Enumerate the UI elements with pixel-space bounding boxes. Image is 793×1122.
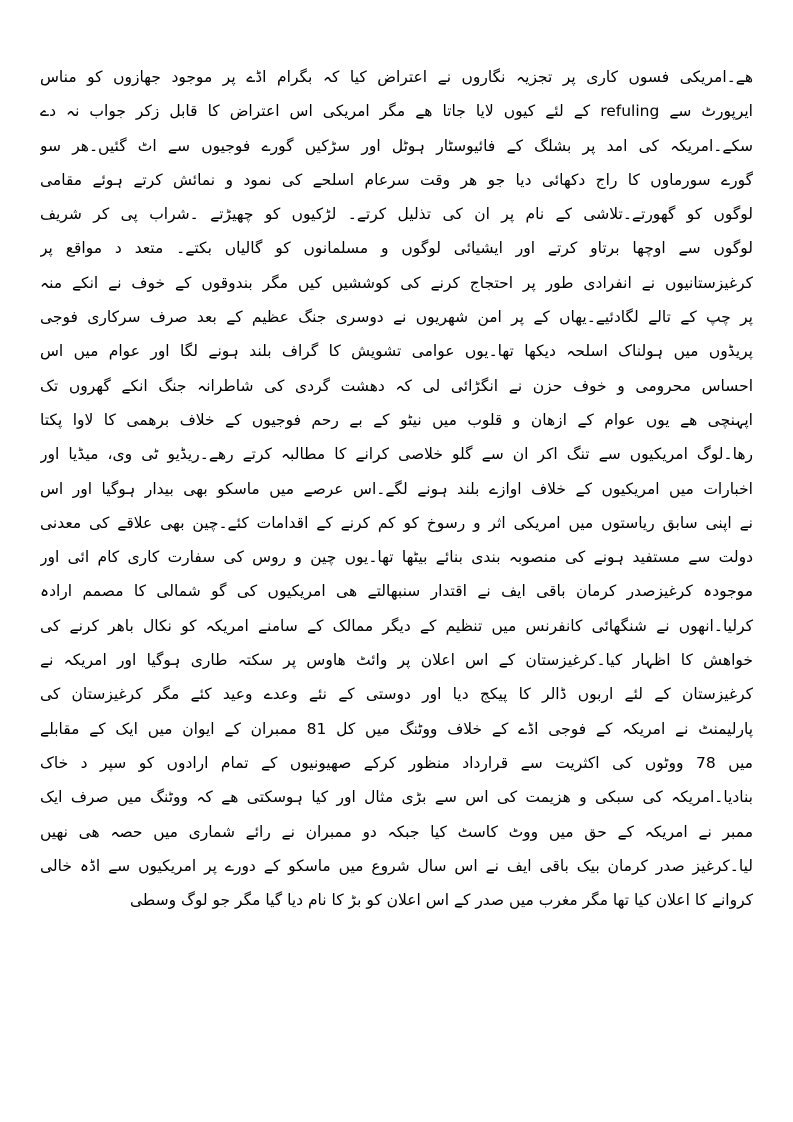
text-line: کرلیا۔انھوں نے شنگھائی کانفرنس میں تنظیم کے دیگر ممالک کے سامنے امریکہ کو نکال باھر کرنے کی: [40, 616, 753, 635]
text-line: ھے۔امریکی فسوں کاری پر تجزیہ نگاروں نے اعتراض کیا کہ بگرام اڈے پر موجود جھازوں کو مناس: [40, 68, 753, 86]
text-line: اخبارات میں امریکیوں کے خلاف اوازے بلند ہونے لگے۔اس عرصے میں ماسکو بھی بیدار ہوگیا اور اس: [40, 479, 753, 498]
urdu-text-body: [40, 60, 753, 917]
text-line: لیا۔کرغیز صدر کرمان بیک باقی ایف نے اس سال شروع میں ماسکو کے دورے پر امریکیوں سے اڈہ خالی: [40, 856, 753, 875]
text-line: گورے سورماوں کا راج دکھائی دیا جو ھر وقت سرعام اسلحے کی نمود و نمائش کرتے ہوئے مقامی: [40, 170, 753, 189]
text-line: لوگوں کو گھورتے۔تلاشی کے نام پر ان کی تذلیل کرتے۔ لڑکیوں کو چھیڑتے ۔شراب پی کر شریف: [40, 205, 753, 224]
text-line: احساس محرومی و خوف حزن نے انگڑائی لی کہ دھشت گردی کی شاطرانہ جنگ انکے گھروں تک: [40, 376, 753, 395]
text-line: ایرپورٹ سے refuling کے لئے کیوں لایا جاتا ھے مگر امریکی اس اعتراض کا قابل زکر جواب نہ دے: [40, 102, 753, 121]
text-line: پریڈوں میں ہولناک اسلحہ دیکھا تھا۔یوں عوامی تشویش کا گراف بلند ہونے لگا اور عوام میں اس: [40, 342, 753, 361]
text-line: میں 78 ووٹوں کی اکثریت سے قرارداد منظور کرکے صھیونیوں کے تمام ارادوں کو سپر د خاک: [40, 753, 753, 772]
text-line: پر چپ کے تالے لگادئیے۔یھاں کے پر امن شھریوں نے دوسری جنگ عظیم کے بعد صرف سرکاری فوجی: [40, 308, 753, 327]
text-line: کرغیزستانیوں نے انفرادی طور پر احتجاج کرنے کی کوششیں کیں مگر بندوقوں کے خوف نے انکے منہ: [40, 273, 753, 292]
text-line: خواھش کا اظہار کیا۔کرغیزستان کے اس اعلان پر وائٹ ھاوس پر سکتہ طاری ہوگیا اور امریکہ نے: [40, 651, 753, 670]
text-line: لوگوں سے اوچھا برتاو کرتے اور ایشیائی لوگوں و مسلمانوں کو گالیاں بکتے۔ متعد د مواقع پر: [40, 239, 753, 258]
text-line: کرغیزستان کے لئے اربوں ڈالر کا پیکج دیا اور دوستی کے نئے وعدے وعید کئے مگر کرغیزستان کی: [40, 685, 753, 704]
text-line: رھا۔لوگ امریکیوں سے تنگ اکر ان سے گلو خلاصی کرانے کا مطالبہ کرتے رھے۔ریڈیو ٹی وی، میڈیا اور: [40, 445, 753, 464]
text-line: نے اپنی سابق ریاستوں میں امریکی اثر و رسوخ کو کم کرنے کے اقدامات کئے۔چین بھی علاقے کی معدنی: [40, 513, 753, 532]
text-line: پارلیمنٹ نے امریکہ کے فوجی اڈے کے خلاف ووٹنگ میں کل 81 ممبران کے ایوان میں ایک کے مقابلے: [40, 719, 753, 738]
text-line: ممبر نے امریکہ کے حق میں ووٹ کاسٹ کیا جبکہ دو ممبران نے رائے شماری میں حصہ ھی نھیں: [40, 822, 753, 841]
text-line: موجودہ کرغیزصدر کرمان باقی ایف نے اقتدار سنبھالتے ھی امریکیوں کی گو شمالی کا مصمم ارادہ: [40, 582, 753, 601]
text-line: بنادیا۔امریکہ کی سبکی و ھزیمت کی اس سے بڑی مثال اور کیا ہوسکتی ھے کہ ووٹنگ میں صرف ایک: [40, 788, 753, 807]
text-line: دولت سے مستفید ہونے کی منصوبہ بندی بنائے بیٹھا تھا۔یوں چین و روس کی سفارت کاری کام ائی اور: [40, 548, 753, 567]
text-line: سکے۔امریکہ کی امد پر بشلگ کے فائیوسٹار ہوٹل اور سڑکیں گورے فوجیوں سے اٹ گئیں۔ھر سو: [40, 136, 753, 155]
text-line: اپہنچی ھے یوں عوام کے ازھان و قلوب میں نیٹو کے بے رحم فوجیوں کے خلاف برھمی کا لاوا پکتا: [40, 410, 753, 429]
text-line: کروانے کا اعلان کیا تھا مگر مغرب میں صدر کے اس اعلان کو بڑ کا نام دیا گیا مگر جو لوگ وسطی: [129, 891, 753, 910]
